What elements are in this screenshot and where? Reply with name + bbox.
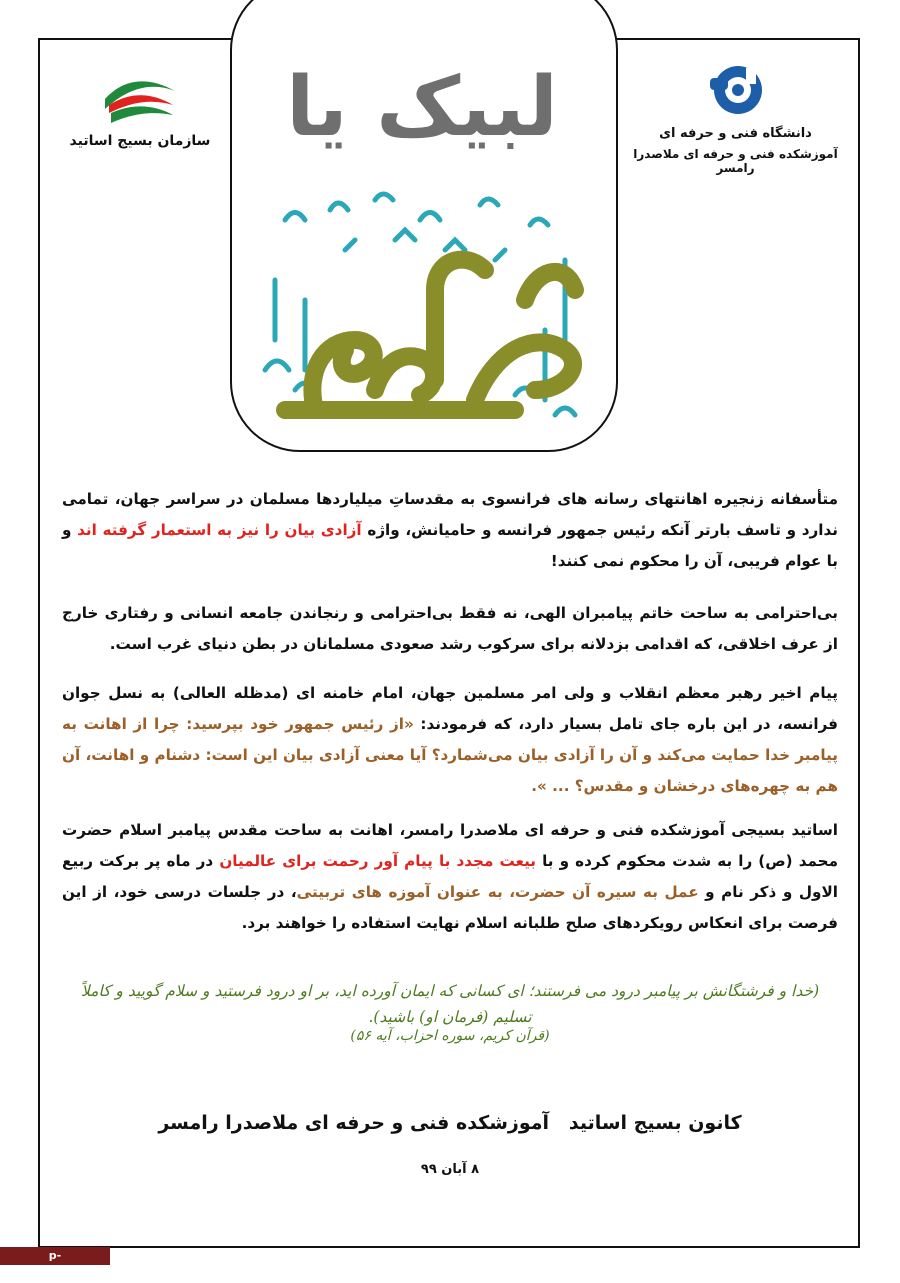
paragraph-2 — [62, 598, 838, 660]
paragraph-4-text-a: اساتید بسیجی آموزشکده فنی و حرفه ای ملاصدرا رامسر، اهانت به ساحت مقدس پیامبر اسلام حضرت محمد (ص) را به شدت محکوم کرده و با — [62, 821, 839, 870]
university-name: دانشگاه فنی و حرفه ای — [659, 126, 812, 141]
site-url-badge[interactable]: p-ramsar.nus.ac.ir — [0, 1247, 110, 1265]
paragraph-4-text-c: ، در جلسات درسی خود، از این فرصت برای انعکاس رویکردهای صلح طلبانه اسلام نهایت استفاده را خواهند برد. — [62, 883, 838, 932]
paragraph-3 — [62, 678, 838, 802]
paragraph-4-red-highlight: بیعت مجدد با پیام آور رحمت برای عالمیان — [219, 852, 537, 870]
footer-date: ۸ آبان ۹۹ — [420, 1162, 480, 1177]
basij-organization-name: سازمان بسیج اساتید — [69, 133, 211, 149]
paragraph-4 — [62, 815, 838, 939]
paragraph-1 — [62, 484, 838, 577]
paragraph-4-text-b: در ماه پر برکت ربیع الاول و ذکر نام و — [62, 852, 838, 901]
paragraph-1-text-b: و با عوام فریبی، آن را محکوم نمی کنند! — [62, 521, 838, 570]
quran-verse: (خدا و فرشتگانش بر پیامبر درود می فرستند؛ ای کسانی که ایمان آورده اید، بر او درود فرستید و سلام گویید و کاملاً تسلیم (فرمان او) باشید). — [80, 982, 820, 1026]
paragraph-1-text-a: متأسفانه زنجیره اهانتهای رسانه های فرانسوی به مقدساتِ میلیاردها مسلمان در سراسر جهان، تمامی ندارد و تاسف بارتر آنکه رئیس جمهور فرانسه و حامیانش، واژه — [62, 490, 838, 539]
university-organization-block — [618, 62, 853, 175]
paragraph-2-text: بی‌احترامی به ساحت خاتم پیامبران الهی، نه فقط بی‌احترامی و رنجاندن جامعه انسانی و رفتاری خارج از عرف اخلاقی، که اقدامی بزدلانه برای سرکوب رشد صعودی مسلمانان در بطن دنیای غرب است. — [62, 604, 838, 653]
paragraph-3-text: پیام اخیر رهبر معظم انقلاب و ولی امر مسلمین جهان، امام خامنه ای (مدظله العالی) به نسل جوان فرانسه، در این باره جای تامل بسیار دارد، که فرمودند: — [62, 684, 838, 733]
poster-title: لبیک یا — [286, 60, 558, 155]
paragraph-4-brown-highlight: عمل به سیره آن حضرت، به عنوان آموزه های تربیتی — [296, 883, 699, 901]
muhammad-rasulullah-calligraphy — [245, 180, 605, 435]
basij-organization-block — [60, 75, 220, 149]
college-name: آموزشکده فنی و حرفه ای ملاصدرا رامسر — [633, 147, 838, 175]
technical-university-logo-icon — [704, 62, 768, 120]
quran-verse-source: (قرآن کریم، سوره احزاب، آیه ۵۶) — [350, 1028, 550, 1044]
footer-signature: کانون بسیج اساتید آموزشکده فنی و حرفه ای ملاصدرا رامسر — [158, 1112, 742, 1134]
basij-logo-icon — [99, 75, 181, 125]
paragraph-1-highlight: آزادی بیان را نیز به استعمار گرفته اند — [77, 521, 362, 539]
leader-quote: «از رئیس جمهور خود بپرسید: چرا از اهانت به پیامبر خدا حمایت می‌کند و آن را آزادی بیان می‌شمارد؟ آیا معنی آزادی بیان این است: دشنام و اهانت، آن هم به چهره‌های درخشان و مقدس؟ ... ». — [62, 715, 838, 795]
